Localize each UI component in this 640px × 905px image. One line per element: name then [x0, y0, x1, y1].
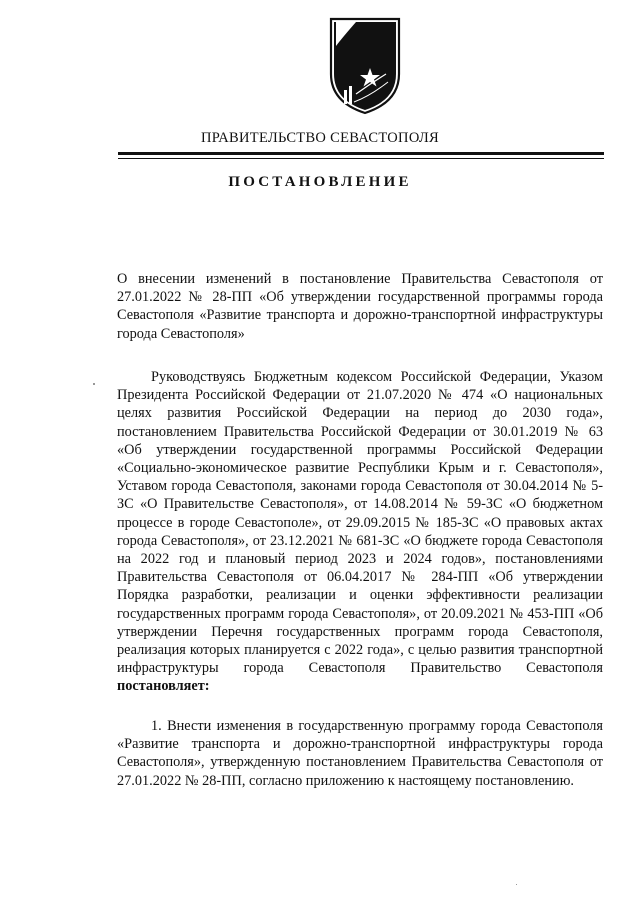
- resolves-word: постановляет:: [117, 678, 210, 695]
- decree-subject: О внесении изменений в постановление Правительства Севастополя от 27.01.2022 № 28-ПП «Об утверждении государственной программы города Севастополя «Развитие транспорта и дорожно-транспортной инфраструктуры города Севастополя»: [117, 271, 603, 342]
- scan-speck: [93, 383, 95, 385]
- scan-speck-2: [516, 884, 517, 885]
- coat-of-arms-icon: [326, 16, 404, 116]
- header-rule-thick: [118, 152, 604, 155]
- decree-title: ПОСТАНОВЛЕНИЕ: [228, 174, 412, 190]
- item-1-paragraph: 1. Внести изменения в государственную программу города Севастополя «Развитие транспорта и дорожно-транспортной инфраструктуры города Севастополя», утвержденную постановлением Правительства Севастополя от 27.01.2022 № 28-ПП, согласно приложению к настоящему постановлению.: [117, 718, 603, 789]
- preamble-paragraph: [117, 368, 603, 696]
- government-title: ПРАВИТЕЛЬСТВО СЕВАСТОПОЛЯ: [201, 130, 439, 146]
- header-rule-thin: [118, 158, 604, 159]
- preamble-text: Руководствуясь Бюджетным кодексом Российской Федерации, Указом Президента Российской Федерации от 21.07.2020 № 474 «О национальных целях развития Российской Федерации на период до 2030 года», постановлением Правительства Российской Федерации от 30.01.2019 № 63 «Об утверждении государственной программы Российской Федерации «Социально-экономическое развитие Республики Крым и г. Севастополя», Уставом города Севастополя, законами города Севастополя от 30.04.2014 № 5-ЗС «О Правительстве Севастополя», от 14.08.2014 № 59-ЗС «О бюджетном процессе в городе Севастополе», от 29.09.2015 № 185-ЗС «О правовых актах города Севастополя», от 23.12.2021 № 681-ЗС «О бюджете города Севастополя на 2022 год и плановый период 2023 и 2024 годов», постановлениями Правительства Севастополя от 06.04.2017 № 284-ПП «Об утверждении Порядка разработки, реализации и оценки эффективности реализации государственных программ города Севастополя», от 20.09.2021 № 453-ПП «Об утверждении Перечня государственных программ города Севастополя, реализация которых планируется с 2022 года», с целью развития транспортной инфраструктуры города Севастополя Правительство Севастополя: [117, 369, 603, 677]
